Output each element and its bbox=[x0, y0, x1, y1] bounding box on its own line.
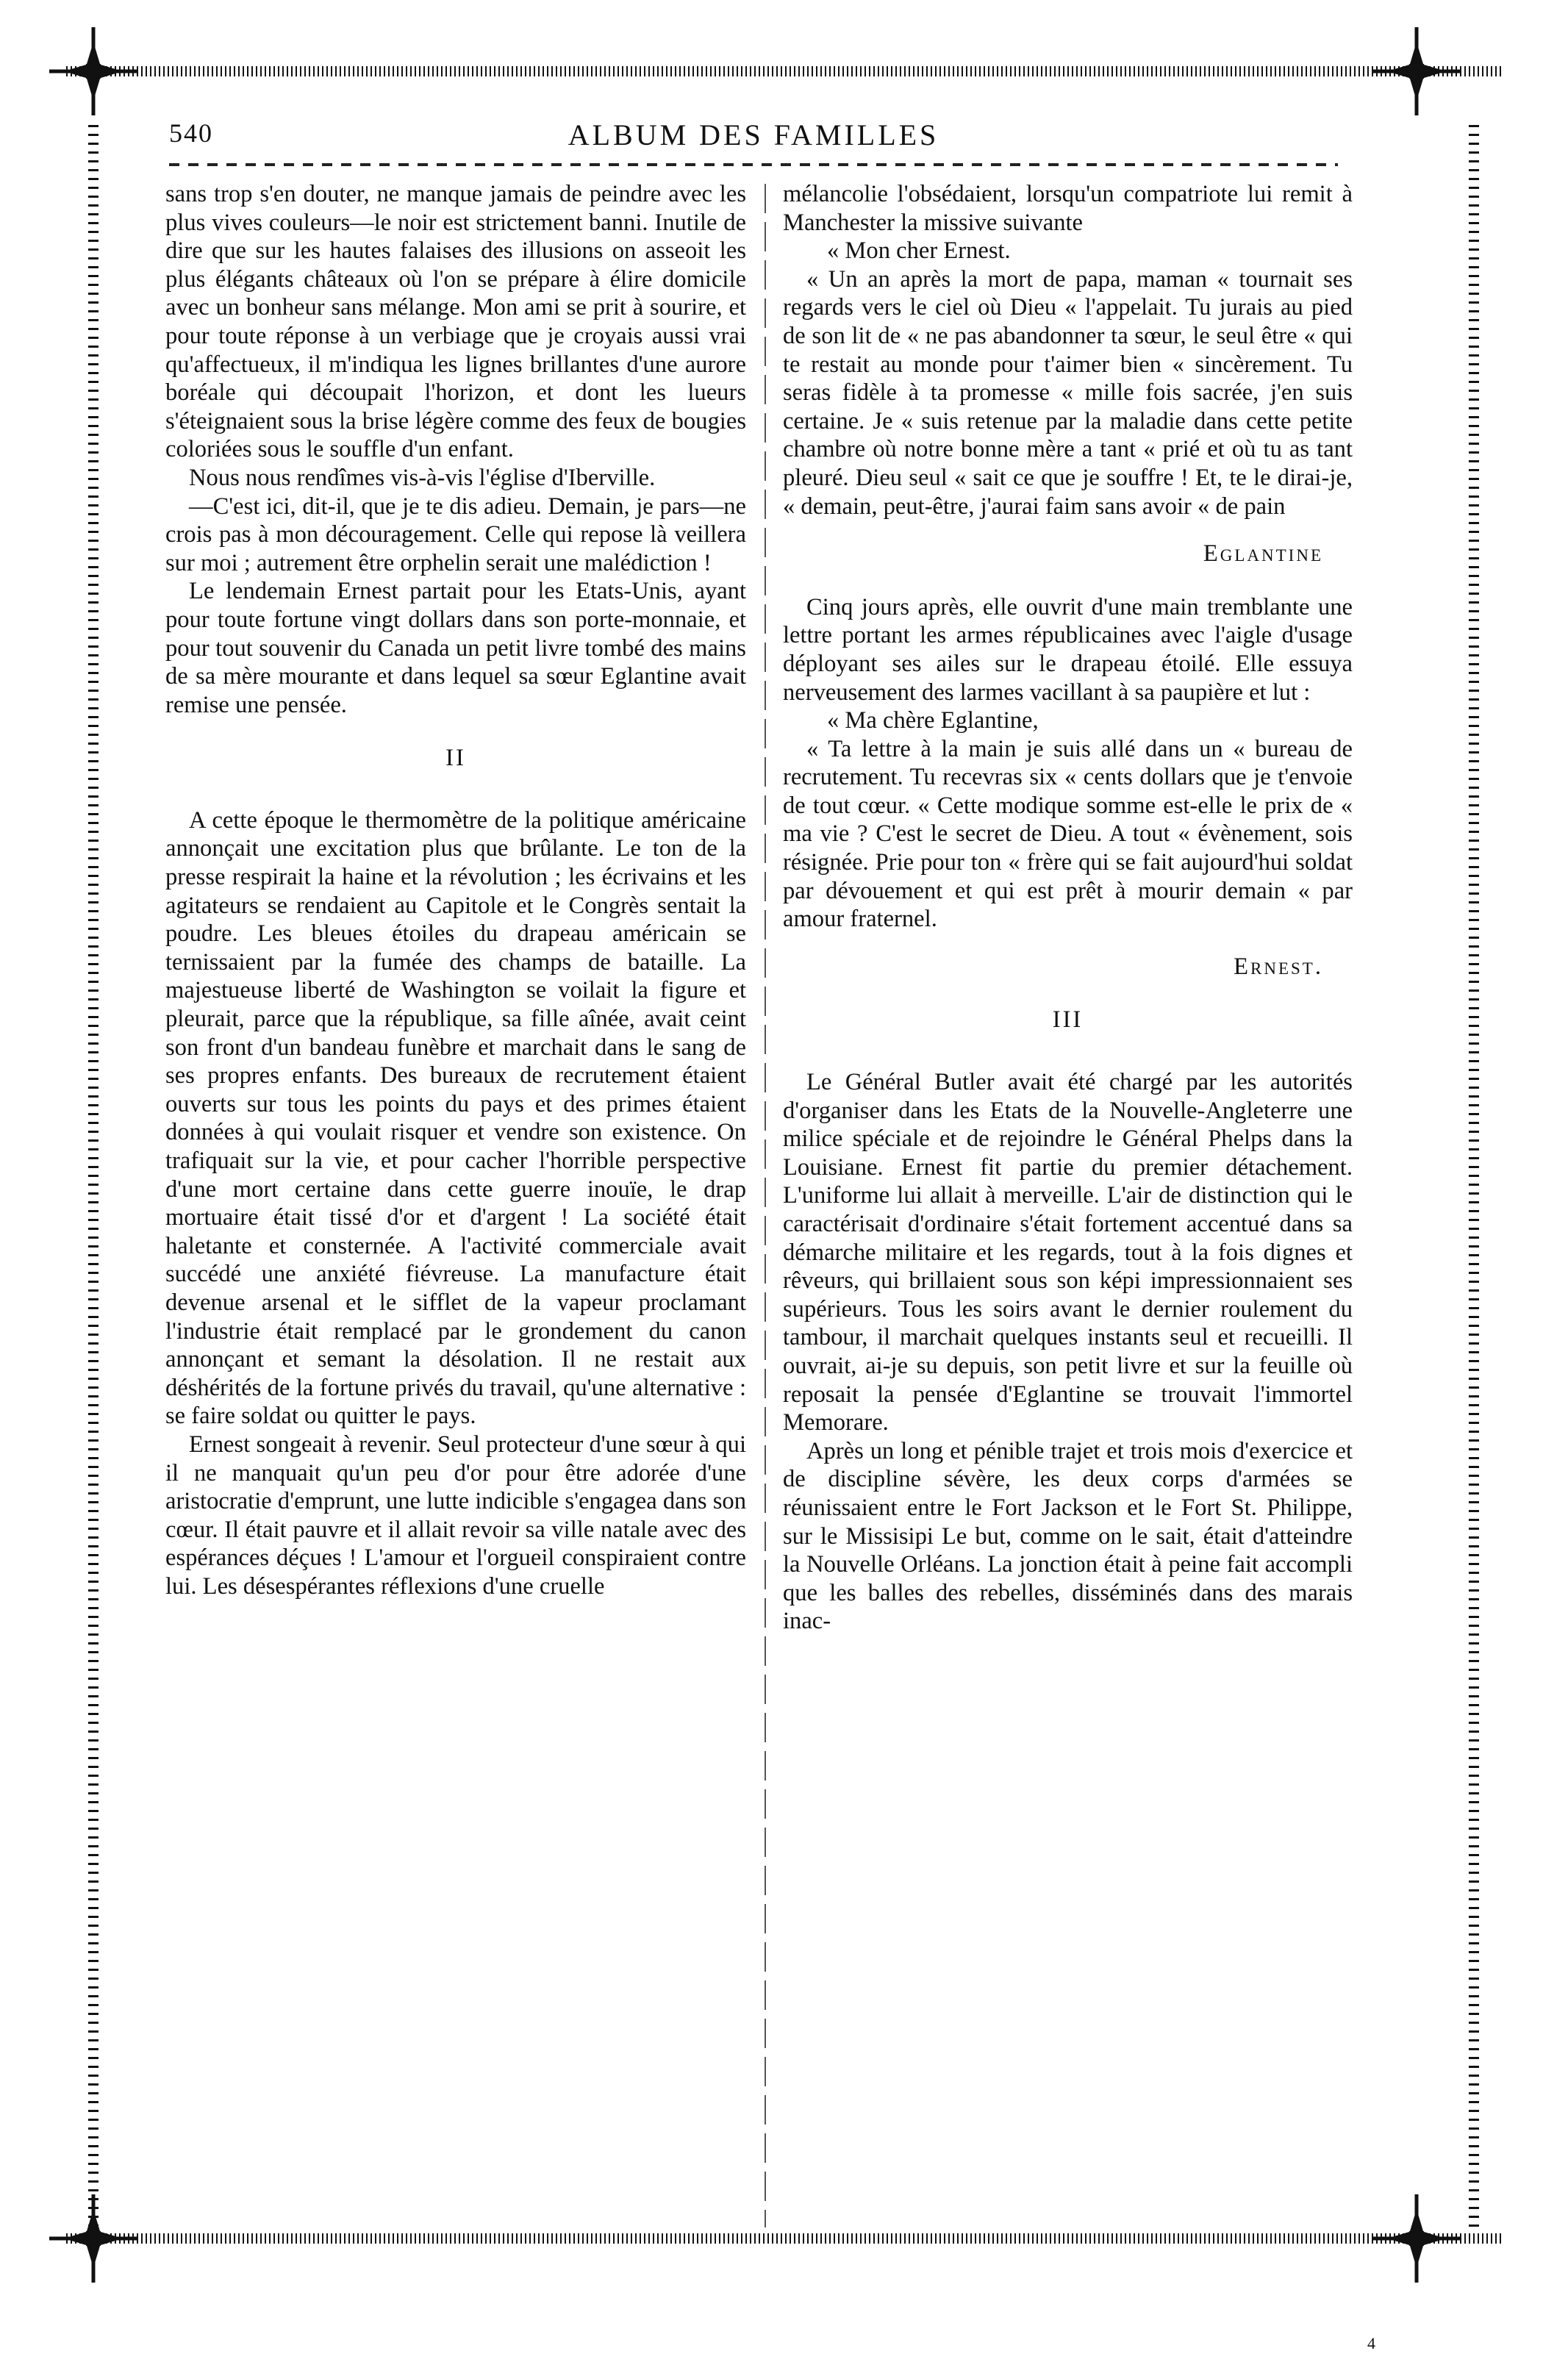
page-header bbox=[169, 118, 1338, 154]
letter-salutation: « Ma chère Eglantine, bbox=[827, 707, 1039, 734]
running-title: ALBUM DES FAMILLES bbox=[568, 118, 939, 151]
corner-ornament-icon bbox=[1372, 2194, 1461, 2283]
paragraph: sans trop s'en douter, ne manque jamais de peindre avec les plus vives couleurs—le noir est strictement banni. Inutile de dire que sur les hautes falaises des illusions on asseoit les plus élégants châteaux où l'on se prépare à élire domicile avec un bonheur sans mélange. Mon ami se prit à sourire, et pour toute réponse à un verbiage que je croyais aussi vrai qu'affectueux, il m'indiqua les lignes brillantes d'une aurore boréale qui découpait l'horizon, et dont les lueurs s'éteignaient sous la brise légère comme des feux de bougies coloriées sous le souffle d'un enfant. bbox=[165, 181, 746, 463]
paragraph: A cette époque le thermomètre de la politique américaine annonçait une excitation plus que brûlante. Le ton de la presse respirait la haine et la révolution ; les écrivains et les agitateurs se rendaient au Capitole et le Congrès sentait la poudre. Les bleues étoiles du drapeau américain se ternissaient par la fumée des champs de bataille. La majestueuse liberté de Washington se voilait la figure et pleurait, parce que la république, sa fille aînée, avait ceint son front d'un bandeau funèbre et marchait dans le sang de ses propres enfants. Des bureaux de recrutement étaient ouverts sur tous les points du pays et des primes étaient données à qui voulait risquer et vendre son existence. On trafiquait sur la vie, et pour cacher l'horrible perspective d'une mort certaine dans cette guerre inouïe, le drap mortuaire était tissé d'or et d'argent ! La société était haletante et consternée. A l'activité commerciale avait succédé une anxiété fiévreuse. La manufacture était devenue arsenal et le sifflet de la vapeur proclamant l'industrie était remplacé par le grondement du canon annonçant et semant la désolation. Il ne restait aux déshérités de la fortune privés du travail, qu'une alternative : se faire soldat ou quitter le pays. bbox=[165, 806, 746, 1430]
paragraph: mélancolie l'obsédaient, lorsqu'un compatriote lui remit à Manchester la missive suivante bbox=[783, 181, 1353, 236]
corner-ornament-icon bbox=[49, 2194, 137, 2283]
corner-ornament-icon bbox=[49, 27, 137, 115]
right-border-rule bbox=[1469, 125, 1479, 2227]
paragraph: —C'est ici, dit-il, que je te dis adieu. Demain, je pars—ne crois pas à mon découragement. Celle qui repose là veillera sur moi ; autrement être orphelin serait une malédiction ! bbox=[165, 493, 746, 576]
column-divider bbox=[765, 184, 766, 2227]
left-border-rule bbox=[88, 125, 99, 2227]
letter-salutation: « Mon cher Ernest. bbox=[827, 237, 1011, 265]
bottom-border-rule bbox=[66, 2233, 1502, 2244]
page-number: 540 bbox=[169, 118, 213, 148]
section-heading: III bbox=[1052, 1006, 1084, 1034]
top-border-rule bbox=[66, 66, 1502, 76]
paragraph: Ernest songeait à revenir. Seul protecteur d'une sœur à qui il ne manquait qu'un peu d'or pour être adorée d'une aristocratie d'emprunt, une lutte indicible s'engagea dans son cœur. Il était pauvre et il allait revoir sa ville natale avec des espérances déçues ! L'amour et l'orgueil conspiraient contre lui. Les désespérantes réflexions d'une cruelle bbox=[165, 1431, 746, 1600]
paragraph: Le Général Butler avait été chargé par les autorités d'organiser dans les Etats de la Nouvelle-Angleterre une milice spéciale et de rejoindre le Général Phelps dans la Louisiane. Ernest fit partie du premier détachement. L'uniforme lui allait à merveille. L'air de distinction qui le caractérisait d'ordinaire s'était fortement accentué dans sa démarche militaire et les regards, tout à la fois dignes et rêveurs, qui brillaient sous son képi impressionnaient ses supérieurs. Tous les soirs avant le dernier roulement du tambour, il marchait quelques instants seul et recueilli. Il ouvrait, ai-je su depuis, son petit livre et sur la feuille où reposait la pensée d'Eglantine se trouvait l'immortel Memorare. bbox=[783, 1069, 1353, 1436]
paragraph: Nous nous rendîmes vis-à-vis l'église d'Iberville. bbox=[189, 464, 656, 491]
footer-mark: 4 bbox=[1367, 2334, 1375, 2352]
paragraph: Après un long et pénible trajet et trois mois d'exercice et de discipline sévère, les deux corps d'armées se réunissaient entre le Fort Jackson et le Fort St. Philippe, sur le Missisipi Le but, comme on le sait, était d'atteindre la Nouvelle Orléans. La jonction était à peine fait accompli que les balles des rebelles, disséminés dans des marais inac- bbox=[783, 1437, 1353, 1635]
letter-body: « Ta lettre à la main je suis allé dans un « bureau de recrutement. Tu recevras six « cents dollars que je t'envoie de tout cœur. « Cette modique somme est-elle le prix de « ma vie ? C'est le secret de Dieu. A tout « évènement, sois résignée. Prie pour ton « frère qui se fait aujourd'hui soldat par dévouement et qui est prêt à mourir demain « par amour fraternel. bbox=[783, 735, 1353, 933]
corner-ornament-icon bbox=[1372, 27, 1461, 115]
right-column bbox=[783, 180, 1353, 1636]
paragraph: Cinq jours après, elle ouvrit d'une main tremblante une lettre portant les armes républicaines avec l'aigle d'usage déployant ses ailes sur le drapeau étoilé. Elle essuya nerveusement des larmes vacillant à sa paupière et lut : bbox=[783, 593, 1353, 706]
section-heading: II bbox=[445, 745, 466, 772]
left-column bbox=[165, 180, 746, 1601]
letter-body: « Un an après la mort de papa, maman « tournait ses regards vers le ciel où Dieu « l'appelait. Tu jurais au pied de son lit de « ne pas abandonner ta sœur, le seul être « qui te restait au monde pour t'aimer bien « sincèrement. Tu seras fidèle à ta promesse « mille fois sacrée, j'en suis certaine. Je « suis retenue par la maladie dans cette petite chambre où notre bonne mère a tant « prié et où tu as tant pleuré. Dieu seul « sait ce que je souffre ! Et, te le dirai-je, « demain, peut-être, j'aurai faim sans avoir « de pain bbox=[783, 265, 1353, 520]
paragraph: Le lendemain Ernest partait pour les Etats-Unis, ayant pour toute fortune vingt dollars dans son porte-monnaie, et pour tout souvenir du Canada un petit livre tombé des mains de sa mère mourante et dans lequel sa sœur Eglantine avait remise une pensée. bbox=[165, 578, 746, 718]
header-rule bbox=[169, 163, 1338, 166]
letter-signature: Eglantine bbox=[1203, 540, 1323, 568]
letter-signature: Ernest. bbox=[1234, 953, 1323, 980]
